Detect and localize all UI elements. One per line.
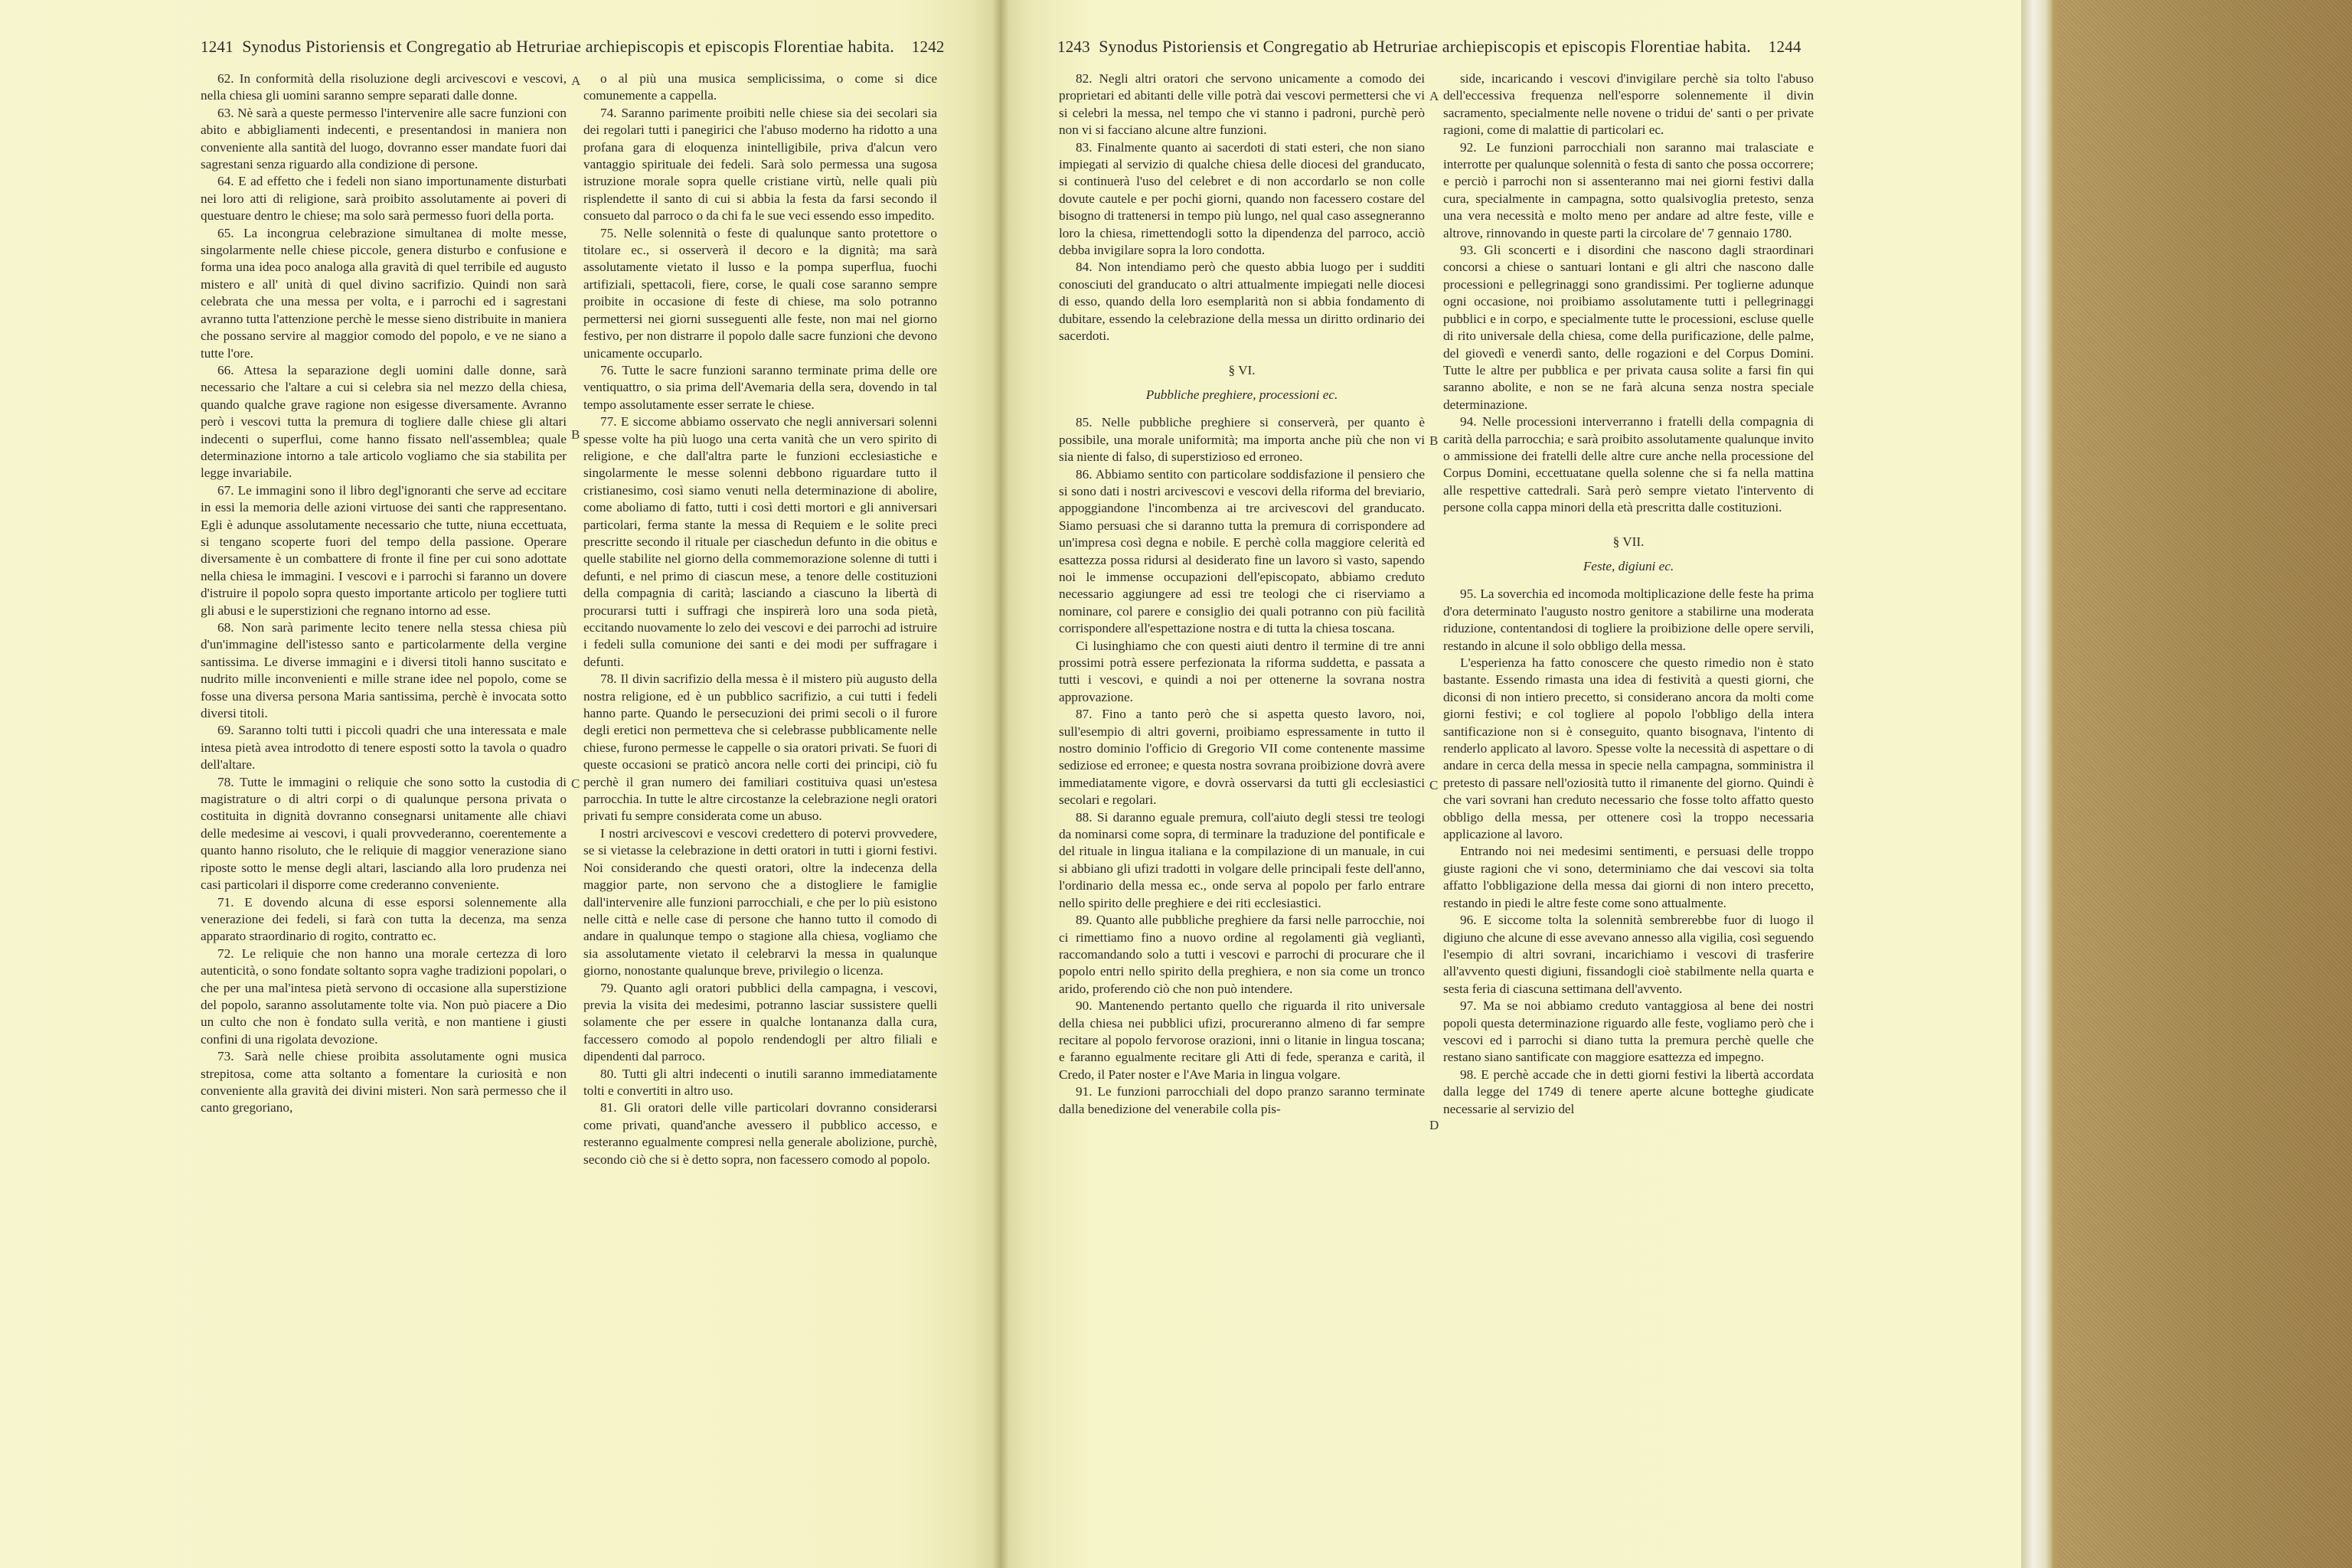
paragraph: 84. Non intendiamo però che questo abbia luogo per i sudditi conosciuti del granducato o altri attualmente impiegati nelle diocesi di esso, quando della loro esemplarità non si abbia fondamento di dubitare, essendo la celebrazione della messa un diritto ordinario dei sacerdoti. xyxy=(1059,260,1425,344)
margin-marker-b: B xyxy=(1429,433,1439,448)
right-column-2 xyxy=(1443,70,1814,1118)
paragraph: 80. Tutti gli altri indecenti o inutili saranno immediatamente tolti e convertiti in altro uso. xyxy=(583,1066,937,1098)
paragraph: 83. Finalmente quanto ai sacerdoti di stati esteri, che non siano impiegati al servizio di qualche chiesa delle diocesi del granducato, si continuerà l'uso del celebret e di non accordarlo se non colle dovute cautele e per pochi giorni, quando non facessero costare del bisogno di trattenersi in tempo più lungo, nel qual caso assegneranno loro la chiesa, rimettendogli sotto la dipendenza del parroco, acciò debba invigilare sopra la loro condotta. xyxy=(1059,139,1425,258)
section-heading: § VII. xyxy=(1612,534,1645,549)
paragraph: o al più una musica semplicissima, o come si dice comunemente a cappella. xyxy=(583,71,937,103)
paragraph: 92. Le funzioni parrocchiali non saranno mai tralasciate e interrotte per qualunque solennità o festa di santo che possa occorrere; e perciò i parrochi non si assenteranno mai nei giorni festivi dalla cura, specialmente in campagna, sotto qualsivoglia pretesto, senza una vera necessità e molto meno per andare ad altre feste, ville e altrove, rinnovando in queste parti la circolare de' 7 gennaio 1780. xyxy=(1443,139,1814,240)
paragraph: 91. Le funzioni parrocchiali del dopo pranzo saranno terminate dalla benedizione del venerabile colla pis- xyxy=(1059,1084,1425,1116)
paragraph: 85. Nelle pubbliche preghiere si conserverà, per quanto è possibile, una morale uniformità; ma importa anche più che non vi sia niente di falso, di superstizioso ed erroneo. xyxy=(1059,415,1425,465)
paragraph: 96. E siccome tolta la solennità sembrerebbe fuor di luogo il digiuno che alcune di esse avevano annesso alla vigilia, così seguendo l'esempio di altri sovrani, incarichiamo i vescovi di trasferire all'avvento questi digiuni, fissandogli cioè stabilmente nella quarta e sesta feria di ciascuna settimana dell'avvento. xyxy=(1443,913,1814,996)
margin-marker-c: C xyxy=(1429,778,1439,792)
paragraph: 86. Abbiamo sentito con particolare soddisfazione il pensiero che si sono dati i nostri arcivescovi e vescovi della riforma del breviario, appoggiandone l'incombenza ai tre arcivescovi del granducato. Siamo persuasi che si daranno tutta la premura di corrispondere ad un'impresa così degna e nobile. E perchè colla maggiore celerità ed esattezza possa ridursi al desiderato fine un lavoro sì vasto, sapendo noi le immense occupazioni dell'episcopato, abbiamo creduto necessario aggiungere ad essi tre teologi che ci riserviamo a nominare, col parere e consiglio dei quali potranno con più facilità corrispondere all'espettazione nostra e di tutta la chiesa toscana. xyxy=(1059,466,1425,636)
book-gutter xyxy=(992,0,1009,1568)
paragraph: 67. Le immagini sono il libro degl'ignoranti che serve ad eccitare in essi la memoria delle azioni virtuose dei santi che rappresentano. Egli è adunque assolutamente necessario che tutte, niuna eccettuata, si tengano scoperte fuori del tempo della passione. Operare diversamente è un combattere di fronte il fine per cui sono adottate nella chiesa le immagini. I vescovi e i parrochi si faranno un dovere d'istruire il popolo sopra questo importante articolo per togliere tutti gli abusi e le superstizioni che regnano intorno ad esse. xyxy=(201,482,567,618)
page-number-1243: 1243 xyxy=(1057,38,1090,56)
page-number-1241: 1241 xyxy=(201,38,234,56)
paragraph: 89. Quanto alle pubbliche preghiere da farsi nelle parrocchie, noi ci rimettiamo fino a nuovo ordine al regolamenti già vegliantì, raccomandando solo a tutti i vescovi e parrochi di procurare che il popolo entri nello spirito della preghiera, e non sia come un tronco arido, proferendo ciò che non può intendere. xyxy=(1059,913,1425,996)
paragraph: 69. Saranno tolti tutti i piccoli quadri che una interessata e male intesa pietà avea introdotto di tenere esposti sotto la tavola o quadro dell'altare. xyxy=(201,723,567,773)
page-number-1244: 1244 xyxy=(1768,38,1802,56)
paragraph: 72. Le reliquie che non hanno una morale certezza di loro autenticità, o sono fondate soltanto sopra vaghe tradizioni popolari, o che per una mal'intesa pietà servono di occasione alla superstizione del popolo, saranno assolutamente tolte via. Non può piacere a Dio un culto che non è fondato sulla verità, e non mantiene i giusti confini di una rigolata devozione. xyxy=(201,946,567,1047)
left-column-2 xyxy=(583,70,937,1168)
paragraph: 68. Non sarà parimente lecito tenere nella stessa chiesa più d'un'immagine dell'istesso santo e particolarmente della vergine santissima. Le diverse immagini e i diversi titoli hanno suscitato e nudrito mille inconvenienti e mille strane idee nel popolo, come se fosse una diversa persona Maria santissima, perchè è invocata sotto diversi titoli. xyxy=(201,620,567,721)
paragraph: 77. E siccome abbiamo osservato che negli anniversari solenni spesse volte ha più luogo una certa vanità che un vero spirito di religione, e che dall'altra parte le funzioni ecclesiastiche e singolarmente le messe solenni debbono riguardare tutto il cristianesimo, così siamo venuti nella determinazione di abolire, come aboliamo di fatto, tutti i così detti mortori e gli anniversari particolari, ferma stante la messa di Requiem e le solite preci prescritte secondo il rituale per ciaschedun defunto in die obitus e quelle stabilite nel giorno della commemorazione solenne di tutti i defunti, e nel primo di ciascun mese, a tenore delle costituzioni della compagnia di carità; lasciando a ciascuno la libertà di procurarsi tutti i suffragi che inspirerà loro una soda pietà, eccitando nuovamente lo zelo dei vescovi e dei parrochi ad istruire i fedeli sulla comunione dei santi e dei modi per suffragare i defunti. xyxy=(583,414,937,669)
paragraph: 90. Mantenendo pertanto quello che riguarda il rito universale della chiesa nei pubblici ufizi, procureranno almeno di far sempre recitare al popolo fervorose orazioni, inni o litanie in lingua toscana; e faranno egualmente recitare gli Atti di fede, speranza e carità, il Credo, il Pater noster e l'Ave Maria in lingua volgare. xyxy=(1059,998,1425,1082)
paragraph: 63. Nè sarà a queste permesso l'intervenire alle sacre funzioni con abito e abbigliamenti indecenti, e presentandosi in maniera non conveniente alla santità del luogo, dovranno esser mandate fuori dai sagrestani senza riguardo alla condizione di persone. xyxy=(201,105,567,172)
right-page xyxy=(999,0,2021,1568)
right-column-1 xyxy=(1059,70,1425,1118)
left-page-header xyxy=(201,37,945,57)
paragraph: 74. Saranno parimente proibiti nelle chiese sia dei secolari sia dei regolari tutti i panegirici che l'abuso moderno ha ridotto a una profana gara di eloquenza inintelligibile, priva d'alcun vero vantaggio spirituale dei fedeli. Sarà solo permessa una sugosa istruzione morale sopra quelle cristiane virtù, nelle quali più risplendette il santo di cui si abbia la festa da farsi secondo il consueto dal parroco o da chi fa le sue veci essendo esso impedito. xyxy=(583,105,937,224)
paragraph: 79. Quanto agli oratori pubblici della campagna, i vescovi, previa la visita dei medesimi, potranno lasciar sussistere quelli solamente che per essere in qualche lontananza dalla cura, faccessero comodo al popolo rendendogli per altro filiali e dipendenti dal parroco. xyxy=(583,980,937,1064)
paragraph: side, incaricando i vescovi d'invigilare perchè sia tolto l'abuso dell'eccessiva frequenza nell'esporre solennemente il divin sacramento, specialmente nelle novene o tridui de' santi o per private ragioni, come di malattie di particolari ec. xyxy=(1443,71,1814,138)
left-column-1 xyxy=(201,70,567,1117)
section-subtitle: Feste, digiuni ec. xyxy=(1583,558,1674,573)
paragraph: I nostri arcivescovi e vescovi credettero di potervi provvedere, se si vietasse la celebrazione in detti oratori in tutti i giorni festivi. Noi considerando che questi oratori, oltre la indecenza della maggior parte, non servono che a distogliere le famiglie dall'intervenire alle funzioni parrocchiali, e che per lo più esistono nelle città e nelle case di persone che hanno tutto il comodo di andare in qualunque tempo o stagione alla chiesa, vogliamo che sia assolutamente vietato il celebrarvi la messa in qualunque giorno, nonostante qualunque breve, privilegio o licenza. xyxy=(583,825,937,978)
paragraph: 82. Negli altri oratori che servono unicamente a comodo dei proprietari ed abitanti delle ville potrà dai vescovi permettersi che vi si celebri la messa, nel tempo che vi stanno i padroni, purchè però non vi si facciano alcune altre funzioni. xyxy=(1059,71,1425,138)
paragraph: 75. Nelle solennità o feste di qualunque santo protettore o titolare ec., si osserverà il decoro e la dignità; ma sarà assolutamente vietato il lusso e la pompa superflua, fuochi artifiziali, spettacoli, fiere, corse, le quali cose saranno sempre proibite in occasione di feste di chiese, ma solo potranno permettersi nei giorni susseguenti alle feste, non mai nel giorno festivo, per non distrarre il popolo dalle sacre funzioni che devono unicamente occuparlo. xyxy=(583,225,937,361)
paragraph: Ci lusinghiamo che con questi aiuti dentro il termine di tre anni prossimi potrà essere perfezionata la riforma suddetta, e passata a tutti i vescovi, e quindi a noi per ottenerne la sovrana nostra approvazione. xyxy=(1059,638,1425,704)
paragraph: 73. Sarà nelle chiese proibita assolutamente ogni musica strepitosa, come atta soltanto a fomentare la curiosità e non conveniente alla gravità dei divini misteri. Non sarà permesso che il canto gregoriano, xyxy=(201,1049,567,1116)
margin-marker-a: A xyxy=(1429,89,1439,103)
paragraph: 66. Attesa la separazione degli uomini dalle donne, sarà necessario che l'altare a cui si celebra sia nel mezzo della chiesa, quando qualche grave ragione non esigesse diversamente. Avranno però i vescovi tutta la premura di togliere dalle chiese gli altari indecenti o superflui, come hanno fissato nell'assemblea; quale determinazione intorno a tale articolo vogliamo che sia stabilita per legge invariabile. xyxy=(201,362,567,481)
paragraph: 76. Tutte le sacre funzioni saranno terminate prima delle ore ventiquattro, o sia prima dell'Avemaria della sera, dovendo in tal tempo assolutamente esser serrate le chiese. xyxy=(583,362,937,412)
page-number-1242: 1242 xyxy=(911,38,945,56)
margin-marker-a: A xyxy=(571,74,581,88)
paragraph: 95. La soverchia ed incomoda moltiplicazione delle feste ha prima d'ora determinato l'augusto nostro genitore a stabilirne una moderata riduzione, contentandosi di togliere la proibizione delle opere servili, restando in alcune il solo obbligo della messa. xyxy=(1443,586,1814,653)
cover-cloth xyxy=(2058,0,2352,1568)
paragraph: 98. E perchè accade che in detti giorni festivi la libertà accordata dalla legge del 1749 di tenere aperte alcune botteghe giudicate necessarie al servizio del xyxy=(1443,1067,1814,1116)
paragraph: 71. E dovendo alcuna di esse esporsi solennemente alla venerazione dei fedeli, si farà con tutta la decenza, ma senza apparato straordinario di rogito, contratto ec. xyxy=(201,894,567,944)
page-block-edge xyxy=(2021,0,2052,1568)
right-page-header xyxy=(1057,37,1802,57)
section-heading: § VI. xyxy=(1228,362,1256,377)
margin-marker-c: C xyxy=(571,776,580,791)
running-title: Synodus Pistoriensis et Congregatio ab Hetruriae archiepiscopis et episcopis Florentiae habita. xyxy=(242,37,894,56)
paragraph: 78. Tutte le immagini o reliquie che sono sotto la custodia di magistrature o di altri corpi o di qualunque persona privata o costituita in dignità dovranno consegnarsi unitamente alle chiavi delle medesime ai vescovi, i quali provvederanno, coerentemente a quanto hanno risoluto, che le reliquie di maggior venerazione siano riposte sotto le mense degli altari, lasciando alla loro prudenza nei casi particolari il disporre come crederanno conveniente. xyxy=(201,774,567,893)
paragraph: 65. La incongrua celebrazione simultanea di molte messe, singolarmente nelle chiese piccole, genera disturbo e confusione e forma una idea poco analoga alla gravità di quel terribile ed augusto mistero e all' unità di quel divino sacrifizio. Quindi non sarà celebrata che una messa per volta, e i parrochi ed i sagrestani avranno tutta l'attenzione perchè le messe sieno distribuite in maniera che possano servire al maggior comodo del popolo, e ve ne siano a tutte l'ore. xyxy=(201,225,567,361)
margin-marker-b: B xyxy=(571,427,580,442)
paragraph: Entrando noi nei medesimi sentimenti, e persuasi delle troppo giuste ragioni che vi sono, determiniamo che dai vescovi sia tolta affatto l'obbligazione della messa dai giorni di non intero precetto, restando in piedi le altre feste come sono attualmente. xyxy=(1443,844,1814,910)
paragraph: 87. Fino a tanto però che si aspetta questo lavoro, noi, sull'esempio di altri governi, proibiamo espressamente in tutto il nostro dominio l'officio di Gregorio VII come contenente massime sediziose ed erronee; e questa nostra sovrana proibizione dovrà avere immediatamente vigore, e dovrà osservarsi da tutti gli ecclesiastici secolari e regolari. xyxy=(1059,707,1425,808)
paragraph: 97. Ma se noi abbiamo creduto vantaggiosa al bene dei nostri popoli questa determinazione riguardo alle feste, vogliamo però che i vescovi ed i parrochi si diano tutta la premura perchè quelle che restano siano santificate con maggiore esattezza ed impegno. xyxy=(1443,998,1814,1065)
paragraph: 78. Il divin sacrifizio della messa è il mistero più augusto della nostra religione, ed è un pubblico sacrifizio, a cui tutti i fedeli hanno parte. Quando le persecuzioni dei primi secoli o il furore degli eretici non permetteva che si celebrasse pubblicamente nelle chiese, furono permesse le cappelle o sia oratori privati. Se fuori di queste occasioni se praticò ancora nelle corti dei principi, ciò fu perchè il gran numero dei familiari costituiva quasi un'estesa parrocchia. In tutte le altre circostanze la celebrazione negli oratori privati fu sempre considerata come un abuso. xyxy=(583,671,937,824)
running-title: Synodus Pistoriensis et Congregatio ab Hetruriae archiepiscopis et episcopis Florentiae habita. xyxy=(1099,37,1751,56)
paragraph: L'esperienza ha fatto conoscere che questo rimedio non è stato bastante. Essendo rimasta una idea di festività a questi giorni, che diconsi di non intiero precetto, si considerano ancora da molti come giorni festivi; e col togliere al popolo l'obbligo della intera santificazione non si è conseguito, quanto bisognava, l'intento di renderlo applicato al lavoro. Spesse volte la necessità di aspettare o di andare in cerca della messa in specie nella campagna, somministra il pretesto di passare nell'oziosità tutto il rimanente del giorno. Quindi è che vari sovrani han creduto necessario che fosse tolto affatto questo obbligo della messa, per ottenere così la troppo necessaria applicazione al lavoro. xyxy=(1443,655,1814,842)
paragraph: 94. Nelle processioni interverranno i fratelli della compagnia di carità della parrocchia; e sarà proibito assolutamente qualunque invito o ammissione dei fratelli delle altre cure anche nella processione del Corpus Domini, eccettuatane quella solenne che si fa nella mattina alle respettive cattedrali. Sarà però sempre vietato l'intervento di persone colla cappa minori della età prescritta dalle costituzioni. xyxy=(1443,414,1814,515)
paragraph: 93. Gli sconcerti e i disordini che nascono dagli straordinari concorsi a chiese o santuari lontani e gli altri che nascono dalle processioni e pellegrinaggi sono grandissimi. Per toglierne adunque ogni occasione, noi proibiamo assolutamente tutti i pellegrinaggi pubblici e in corpo, e specialmente tutte le processioni, escluse quelle di rito universale della chiesa, come della purificazione, delle palme, del giovedì e venerdì santo, delle rogazioni e del Corpus Domini. Tutte le altre per pubblica e per privata causa solite a farsi fin qui saranno abolite, e non se ne farà alcuna senza nostra speciale determinazione. xyxy=(1443,243,1814,412)
paragraph: 88. Si daranno eguale premura, coll'aiuto degli stessi tre teologi da nominarsi come sopra, di terminare la traduzione del pontificale e del rituale in lingua italiana e la compilazione di un manuale, in cui si abbiano gli ufizi tradotti in volgare delle principali feste dell'anno, l'ordinario della messa ec., onde serva al popolo per farlo entrare nello spirito delle preghiere e dei riti ecclesiastici. xyxy=(1059,809,1425,910)
paragraph: 62. In conformità della risoluzione degli arcivescovi e vescovi, nella chiesa gli uomini saranno sempre separati dalle donne. xyxy=(201,71,567,103)
paragraph: 81. Gli oratori delle ville particolari dovranno considerarsi come privati, quand'anche avessero il pubblico accesso, e resteranno egualmente compresi nella generale abolizione, purchè, secondo ciò che si è detto sopra, non facessero comodo al popolo. xyxy=(583,1100,937,1167)
left-page xyxy=(0,0,999,1568)
paragraph: 64. E ad effetto che i fedeli non siano importunamente disturbati nei loro atti di religione, sarà proibito assolutamente ai poveri di questuare dentro le chiese; ma solo sarà permesso fuori della porta. xyxy=(201,174,567,224)
section-subtitle: Pubbliche preghiere, processioni ec. xyxy=(1145,387,1338,402)
margin-marker-d: D xyxy=(1429,1118,1439,1132)
